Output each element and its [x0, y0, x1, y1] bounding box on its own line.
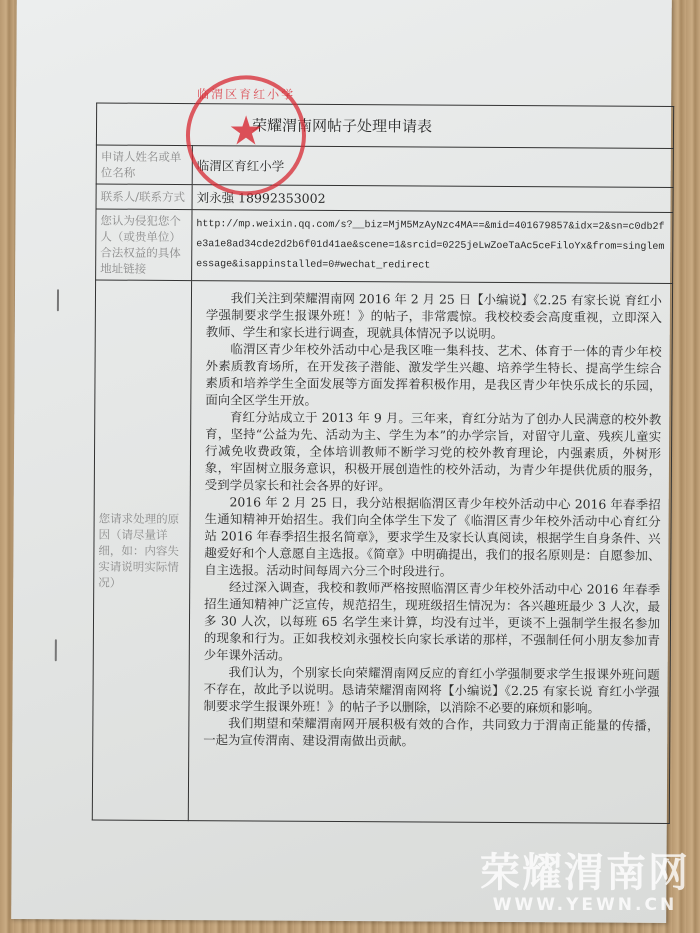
form-title: 荣耀渭南网帖子处理申请表	[96, 103, 673, 149]
applicant-value: 临渭区育红小学	[192, 146, 673, 188]
reason-label: 您请求处理的原因（请尽量详细，如：内容失实请说明实际情况）	[92, 280, 191, 821]
star-icon: ★	[227, 108, 265, 155]
watermark-name: 荣耀渭南网	[480, 850, 690, 896]
binder-hole-mark	[55, 639, 57, 661]
seal-text: 临渭区育红小学	[197, 87, 296, 102]
contact-label: 联系人/联系方式	[96, 184, 192, 210]
paragraph: 我们关注到荣耀渭南网 2016 年 2 月 25 日【小编说】《2.25 有家长说 育红小学强制要求学生报课外班！》的帖子，非常震惊。我校校委会高度重视，立即深入教师、学生和家长进行调查，现就具体情况予以说明。	[205, 290, 663, 341]
reason-body	[188, 281, 672, 824]
watermark	[480, 851, 690, 915]
paragraph: 我们期望和荣耀渭南网开展积极有效的合作，共同致力于渭南正能量的传播，一起为宣传渭南、建设渭南做出贡献。	[203, 715, 660, 749]
binder-hole-mark	[57, 289, 59, 311]
applicant-label: 申请人姓名或单位名称	[96, 145, 192, 185]
link-label: 您认为侵犯您个人（或贵单位）合法权益的具体地址链接	[96, 209, 192, 281]
link-value: http://mp.weixin.qq.com/s?__biz=MjM5MzAyNzc4MA==&mid=401679857&idx=2&sn=c0db2fe3a1e8ad34cde2d2b6f01d41ae&scene=1&srcid=0225jeLwZoeTaAc5ceFiloYx&from=singlemessage&isappinstalled=0#wechat_redirect	[192, 210, 673, 284]
paragraph: 2016 年 2 月 25 日，我分站根据临渭区青少年校外活动中心 2016 年春季招生通知精神开始招生。我们向全体学生下发了《临渭区青少年校外活动中心育红分站 2016 年春季招生报名简章》，要求学生及家长认真阅读，根据学生自身条件、兴趣爱好和个人意愿自主选报。《简章》中明确提出，我们的报名原则是：自愿参加、自主选报。活动时间每周六分三个时段进行。	[204, 494, 661, 579]
watermark-url: WWW.YEWN.CN	[492, 895, 678, 915]
paragraph: 经过深入调查，我校和教师严格按照临渭区青少年校外活动中心 2016 年春季招生通知精神广泛宣传，规范招生，现班级招生情况为：各兴趣班最少 3 人次，最多 30 人次，以每班 65 名学生来计算，均没有过半，更谈不上强制学生报名参加的现象和行为。正如我校刘永强校长向家长承诺的那样，不强制任何小朋友参加青少年课外活动。	[203, 579, 661, 663]
application-form	[92, 102, 674, 824]
paragraph: 临渭区青少年校外活动中心是我区唯一集科技、艺术、体育于一体的青少年校外素质教育场所，在开发孩子潜能、激发学生兴趣、培养学生特长、提高学生综合素质和培养学生全面发展等方面发挥着积极作用，是我区青少年快乐成长的乐园，面向全区学生开放。	[205, 341, 662, 408]
paragraph: 我们认为，个别家长向荣耀渭南网反应的育红小学强制要求学生报课外班问题不存在，故此予以说明。恳请荣耀渭南网将【小编说】《2.25 有家长说 育红小学强制要求学生报课外班！》的帖子予以删除，以消除不必要的麻烦和影响。	[203, 664, 660, 716]
contact-value: 刘永强 18992353002	[192, 185, 673, 213]
document-paper	[11, 0, 672, 923]
paragraph: 育红分站成立于 2013 年 9 月。三年来，育红分站为了创办人民满意的校外教育，坚持“公益为先、活动为主、学生为本”的办学宗旨，对留守儿童、残疾儿童实行减免收费政策，全体培训教师不断学习党的校外教育理论，内强素质，外树形象，牢固树立服务意识，积极开展创造性的校外活动，为青少年提供优质的服务，受到学员家长和社会各界的好评。	[204, 409, 662, 494]
